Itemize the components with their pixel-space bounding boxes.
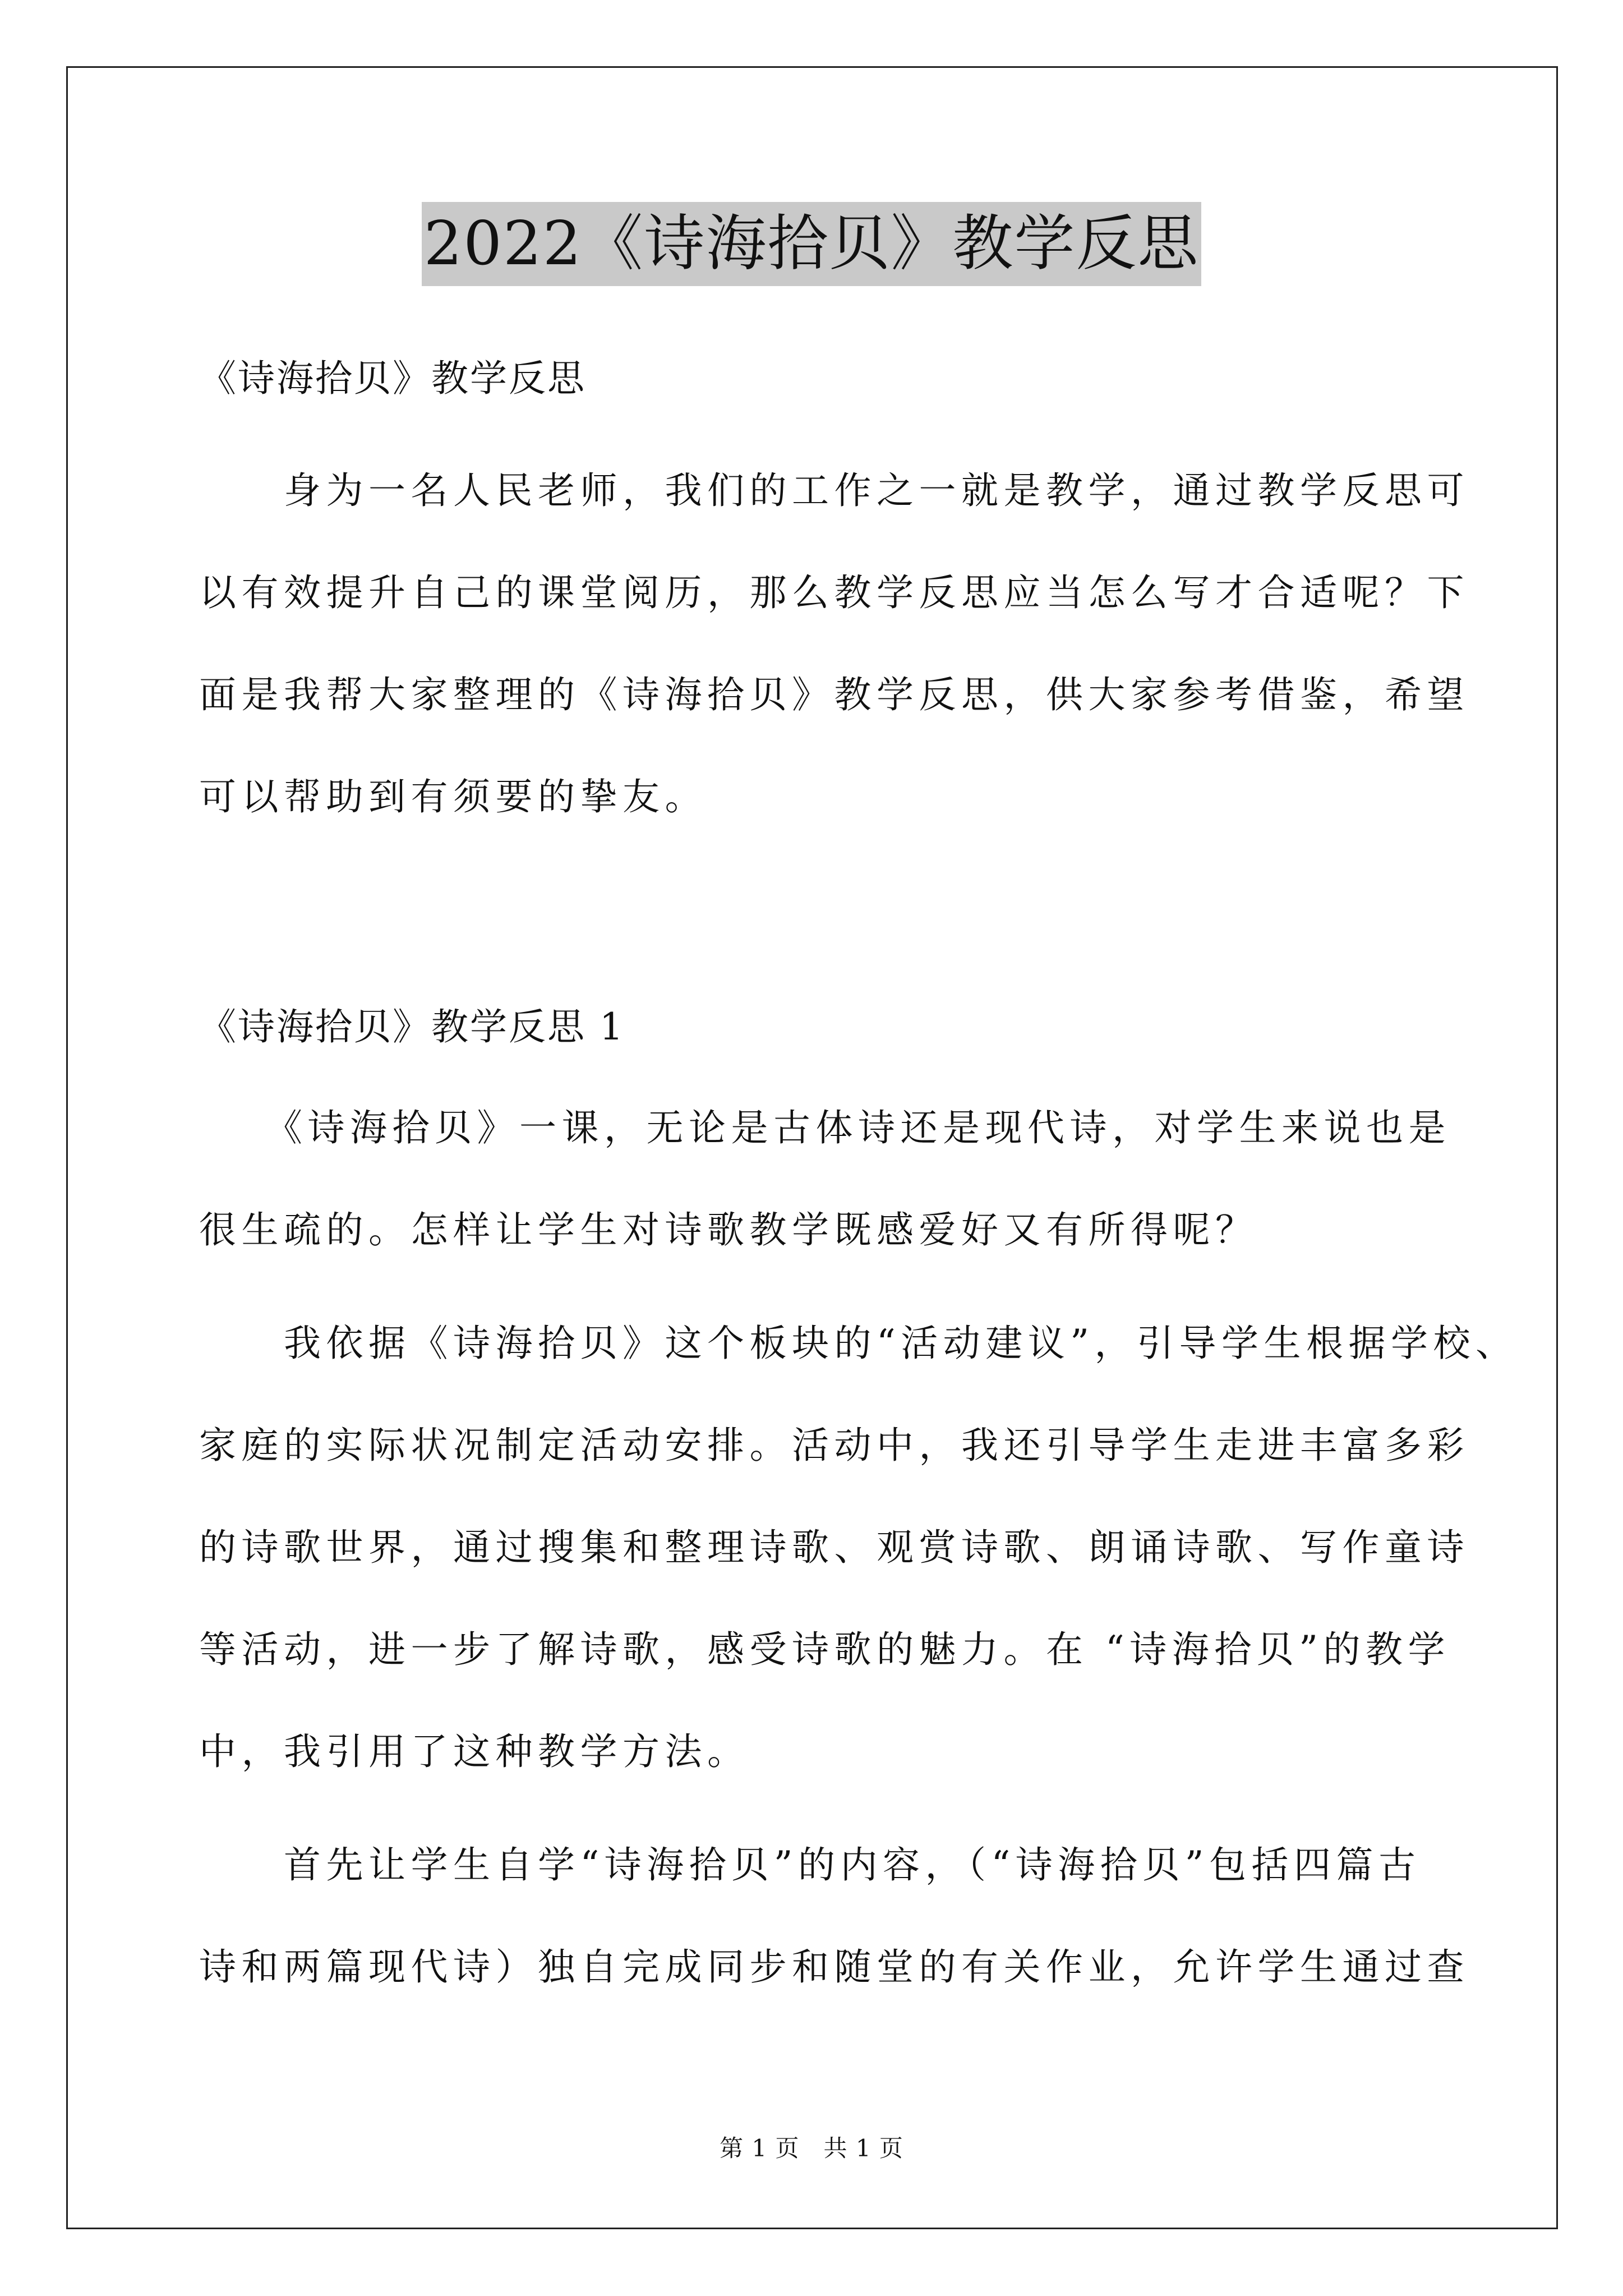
paragraph-line: 《诗海拾贝》一课，无论是古体诗还是现代诗，对学生来说也是 [199,1106,1451,1149]
page-footer [0,2132,1623,2165]
paragraph-line: 中，我引用了这种教学方法。 [199,1730,750,1773]
title-container [0,202,1623,286]
paragraph-line: 的诗歌世界，通过搜集和整理诗歌、观赏诗歌、朗诵诗歌、写作童诗 [199,1526,1469,1569]
document-title: 2022《诗海拾贝》教学反思 [422,202,1202,286]
section-heading: 《诗海拾贝》教学反思 1 [199,1005,625,1048]
section-heading: 《诗海拾贝》教学反思 [199,357,586,400]
page-number: 第 1 页 共 1 页 [720,2134,903,2162]
paragraph-line: 身为一名人民老师，我们的工作之一就是教学，通过教学反思可 [199,469,1469,512]
paragraph-line: 以有效提升自己的课堂阅历，那么教学反思应当怎么写才合适呢？下 [199,571,1469,614]
paragraph-line: 很生疏的。怎样让学生对诗歌教学既感爱好又有所得呢？ [199,1208,1258,1251]
paragraph-line: 可以帮助到有须要的挚友。 [199,775,707,818]
paragraph-line: 等活动，进一步了解诗歌，感受诗歌的魅力。在 “诗海拾贝”的教学 [199,1628,1450,1671]
paragraph-line: 家庭的实际状况制定活动安排。活动中，我还引导学生走进丰富多彩 [199,1424,1469,1467]
paragraph-line: 首先让学生自学“诗海拾贝”的内容，（“诗海拾贝”包括四篇古 [199,1843,1421,1887]
paragraph-line: 面是我帮大家整理的《诗海拾贝》教学反思，供大家参考借鉴，希望 [199,673,1469,716]
paragraph-line: 我依据《诗海拾贝》这个板块的“活动建议”，引导学生根据学校、 [199,1322,1518,1365]
paragraph-line: 诗和两篇现代诗）独自完成同步和随堂的有关作业，允许学生通过查 [199,1945,1469,1989]
